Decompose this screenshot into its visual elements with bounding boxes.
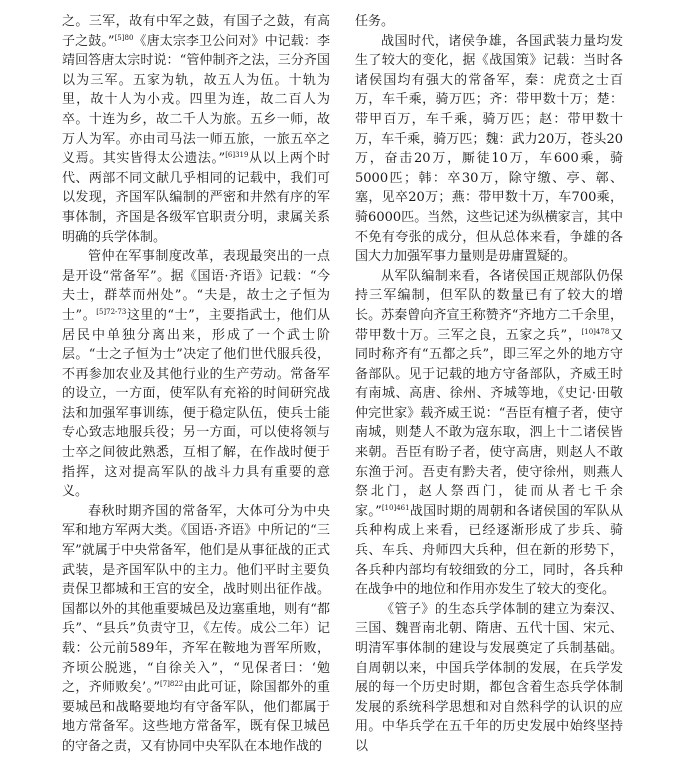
citation-ref: [10]461: [381, 503, 410, 512]
right-column: [355, 12, 623, 757]
paragraph-text: 春秋时期齐国的常备军，大体可分为中央军和地方军两大类。《国语·齐语》中所记的“三军”就属于中央常备军，他们是从事征战的正式武装，是齐国军队中的主力。他们平时主要负责保卫都城和王宫的安全，战时则出征作战。国都以外的其他重要城邑及边塞重地，则有“都兵”、“县兵”负责守卫，《左传。成公二年）记载：公元前589年，齐军在鞍地为晋军所败，齐顷公脱逃，“自徐关入”，“见保者曰：‘勉之，齐师败矣’。”: [62, 503, 330, 696]
citation-ref: [5]72-73: [96, 307, 127, 316]
paragraph-text: 《管子》的生态兵学体制的建立为秦汉、三国、魏晋南北朝、隋唐、五代十国、宋元、明清军事体制的建设与发展奠定了兵制基础。自周朝以来，中国兵学体制的发展，在兵学发展的每一个历史时期，都包含着生态兵学体制发展的系统科学思想和对自然科学的认识的应用。中华兵学在五千年的历史发展中始终坚持以: [355, 601, 623, 754]
paragraph-text: 《唐太宗李卫公问对》中记载：李靖回答唐太宗时说：“管仲制齐之法，三分齐国以为三军。五家为轨，故五人为伍。十轨为里，故十人为小戎。四里为连，故二百人为卒。十连为乡，故二千人为旅。五乡一师，故万人为军。亦由司马法一师五旅，一旅五卒之义焉。其实皆得太公遗法。”: [62, 33, 330, 167]
paragraph: [355, 267, 623, 600]
citation-ref: [5]80: [114, 33, 134, 42]
citation-ref: [7]822: [159, 680, 184, 689]
paragraph: [355, 600, 623, 757]
paragraph-text: 又同时称齐有“五都之兵”，即三军之外的地方守备部队。见于记载的地方守备部队，齐威王时有南城、高唐、徐州、齐城等地，《史记·田敬仲完世家》载齐威王说：“吾臣有檀子者，使守南城，则楚人不敢为寇东取，泗上十二诸侯皆来朝。吾臣有盼子者，使守高唐，则赵人不敢东渔于河。吾吏有黔夫者，使守徐州，则燕人祭北门，赵人祭西门，徒而从者七千余家。”: [355, 327, 623, 519]
paragraph: [62, 12, 330, 247]
paragraph: [355, 12, 623, 32]
paragraph: [62, 502, 330, 757]
paragraph-text: 这里的“士”，主要指武士，他们从居民中单独分离出来，形成了一个武士阶层。“士之子恒为士”决定了他们世代服兵役，不再参加农业及其他行业的生产劳动。常备军的设立，一方面，使军队有充裕的时间研究战法和加强军事训练，便于稳定队伍，使兵士能专心致志地服兵役；另一方面，可以使将领与士卒之间彼此熟悉，互相了解，在作战时便于指挥，这对提高军队的战斗力具有重要的意义。: [62, 307, 330, 500]
left-column: [62, 12, 330, 757]
paragraph-text: 从军队编制来看，各诸侯国正规部队仍保持三军编制，但军队的数量已有了较大的增长。苏秦曾向齐宣王称赞齐“齐地方二千余里，带甲数十万。三军之良，五家之兵”，: [355, 268, 623, 343]
paragraph: [355, 32, 623, 267]
paragraph-text: 战国时期的周朝和各诸侯国的军队从兵种构成上来看，已经逐渐形成了步兵、骑兵、车兵、舟师四大兵种，但在新的形势下，各兵种内部均有较细致的分工，同时，各兵种在战争中的地位和作用亦发生了较大的变化。: [355, 503, 623, 598]
paragraph-text: 任务。: [355, 14, 395, 29]
paragraph-text: 战国时代，诸侯争雄，各国武装力量均发生了较大的变化，据《战国策》记载：当时各诸侯国均有强大的常备军，秦：虎贲之士百万，车千乘，骑万匹；齐：带甲数十万；楚：带甲百万，车千乘，骑万匹；赵：带甲数十万，车千乘，骑万匹；魏：武力20万，苍头20万，奋击20万，厮徒10万，车600乘，骑5000匹；韩：卒30万，除守缴、亭、鄣、塞，见卒20万；燕：带甲数十万，车700乘，骑6000匹。当然，这些记述为纵横家言，其中不免有夸张的成分，但从总体来看，争雄的各国大力加强军事力量则是毋庸置疑的。: [355, 33, 623, 265]
paragraph: [62, 247, 330, 502]
paragraph-text: 管仲在军事制度改革，表现最突出的一点是开设“常备军”。据《国语·齐语》记载：“今夫士，群萃而州处”。“夫是，故士之子恒为士”。: [62, 249, 330, 323]
paragraph-text: 从以上两个时代、两部不同文献几乎相同的记载中，我们可以发现，齐国军队编制的严密和井然有序的军事体制，齐国是各级军官职责分明，隶属关系明确的兵学体制。: [62, 151, 330, 245]
paragraph-text: 之。三军，故有中军之鼓，有国子之鼓，有高子之鼓。”: [62, 14, 330, 49]
citation-ref: [6]319: [225, 151, 249, 160]
paragraph-text: 由此可证，除国都外的重要城邑和战略要地均有守备军队，他们都属于地方常备军。这些地方常备军，既有保卫城邑的守备之责，又有协同中央军队在本地作战的: [62, 680, 330, 754]
citation-ref: [10]478: [581, 327, 610, 336]
